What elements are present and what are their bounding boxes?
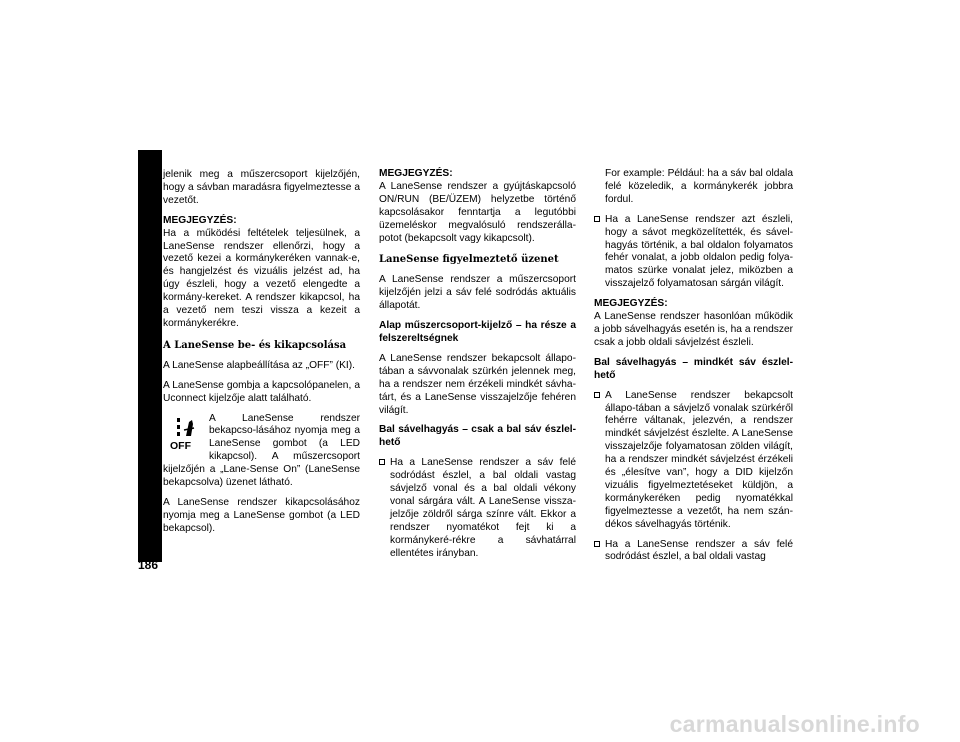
list-item [594,539,793,565]
bullet-list [379,457,576,560]
checkbox-bullet-icon [594,541,600,547]
section-heading: LaneSense figyelmeztető üzenet [379,254,559,266]
bullet-list [594,390,793,565]
chapter-title: INDÍTÁS ÉS HASZNÁLAT [278,403,297,609]
off-label: OFF [170,439,191,452]
paragraph: A LaneSense alapbeállítása az „OFF” (KI). [163,359,355,371]
paragraph: jelenik meg a műszercsoport kijelzőjén, hogy a sávban maradásra figyelmeztesse a vezetőt. [163,169,360,206]
checkbox-bullet-icon [594,392,600,398]
list-item-text: Ha a LaneSense rendszer a sáv felé sodródást észlel, a bal oldali vastag [605,538,793,563]
list-item [594,214,793,291]
note-text: A LaneSense rendszer a gyújtáskapcsoló ON/RUN (BE/ÜZEM) helyzetbe történő kapcsolásakor fenntartja a legutóbbi üzemeléskor megvalósuló rendszerálla-potot (bekapcsolt vagy kikapcsolt). [379,180,576,244]
paragraph: A LaneSense rendszer bekapcso-lásához nyomja meg a LaneSense gombot (a LED kikapcsol). A műszercsoport kijelzőjén a „Lane-Sense On” (LaneSense bekapcsolva) üzenet látható. [163,412,360,489]
column-right [594,168,793,571]
paragraph: A LaneSense rendszer a műszercsoport kijelzőjén jelzi a sáv felé sodródás aktuális állapotát. [379,274,576,312]
paragraph: A LaneSense gombja a kapcsolópanelen, a Uconnect kijelzője alatt található. [163,379,360,404]
list-item-text: Ha a LaneSense rendszer a sáv felé sodródást észlel, a bal oldali vastag sávjelző vonal és a bal oldali vékony vonal sárgára vált. A LaneSense vissza-jelzője zöldről sárga színre vált. Ekkor a rendszer nyomatékot fejt ki a kormánykeré-rékre a sávhatárral ellentétes irányban. [390,457,576,559]
subsection-heading: Bal sávelhagyás – mindkét sáv észlel-hető [594,356,793,381]
note-title: MEGJEGYZÉS: [379,168,453,179]
bullet-list [594,214,793,291]
note-title: MEGJEGYZÉS: [594,298,668,310]
paragraph: For example: Például: ha a sáv bal oldala felé közeledik, a kormánykerék jobbra fordul. [605,168,793,205]
column-left [163,169,360,543]
subsection-heading: Alap műszercsoport-kijelző – ha része a felszereltségnek [379,320,576,344]
list-item [379,457,576,560]
note-text: Ha a működési feltételek teljesülnek, a LaneSense rendszer ellenőrzi, hogy a vezető kezei a kormánykeréken vannak-e, és hangjelzést és vizuális jelzést ad, ha úgy észleli, hogy a vezető elengedte a kormány-kereket. A rendszer kikapcsol, ha a vezető nem teszi vissza a kezeit a kormánykerékre. [163,227,360,329]
note-title: MEGJEGYZÉS: [163,214,237,226]
list-item-text: Ha a LaneSense rendszer azt észleli, hogy a sávot megközelítették, és sável-hagyás történik, a bal oldalon folyamatos fehér vonalat, a jobb oldalon pedig folya-matos szürke vonalat jelez, miközben a visszajelző folyamatosan sárgán világít. [605,213,793,290]
subsection-heading: Bal sávelhagyás – csak a bal sáv észlel-hető [379,424,576,449]
page-number: 186 [138,558,159,572]
checkbox-bullet-icon [594,216,600,222]
lanesense-button-icon [165,415,205,453]
list-item [594,390,793,532]
list-item-text: A LaneSense rendszer bekapcsolt állapo-tában a sávjelző vonalak szürkéről fehérre váltanak, jelezvén, a rendszer mindkét sávjelzést észlelte. A LaneSense visszajelzője folyamatosan zölden világít, ha a rendszer mindkét sávjelzést érzékeli és „élesítve van”, hogy a DID kijelzőn vizuális figyelmeztetéseket küldjön, a kormánykeréken pedig nyomatékkal figyelmeztesse a vezetőt, ha nem szán-dékos sávelhagyás történik. [605,389,793,530]
section-heading: A LaneSense be- és kikapcsolása [163,339,347,351]
paragraph: A LaneSense rendszer kikapcsolásához nyomja meg a LaneSense gombot (a LED bekapcsol). [163,496,360,534]
checkbox-bullet-icon [379,459,385,465]
paragraph: A LaneSense rendszer bekapcsolt állapo-tában a sávvonalak szürkén jelennek meg, ha a rendszer nem érzékeli mindkét sávha-tárt, és a LaneSense visszajelzője fehéren világít. [379,352,576,416]
watermark: carmanualsonline.info [669,711,920,737]
lanesense-icon [165,415,205,443]
column-middle [379,168,576,567]
note-text: A LaneSense rendszer hasonlóan működik a jobb sávelhagyás esetén is, ha a rendszer csak a jobb oldali sávjelzést észleli. [594,311,793,348]
